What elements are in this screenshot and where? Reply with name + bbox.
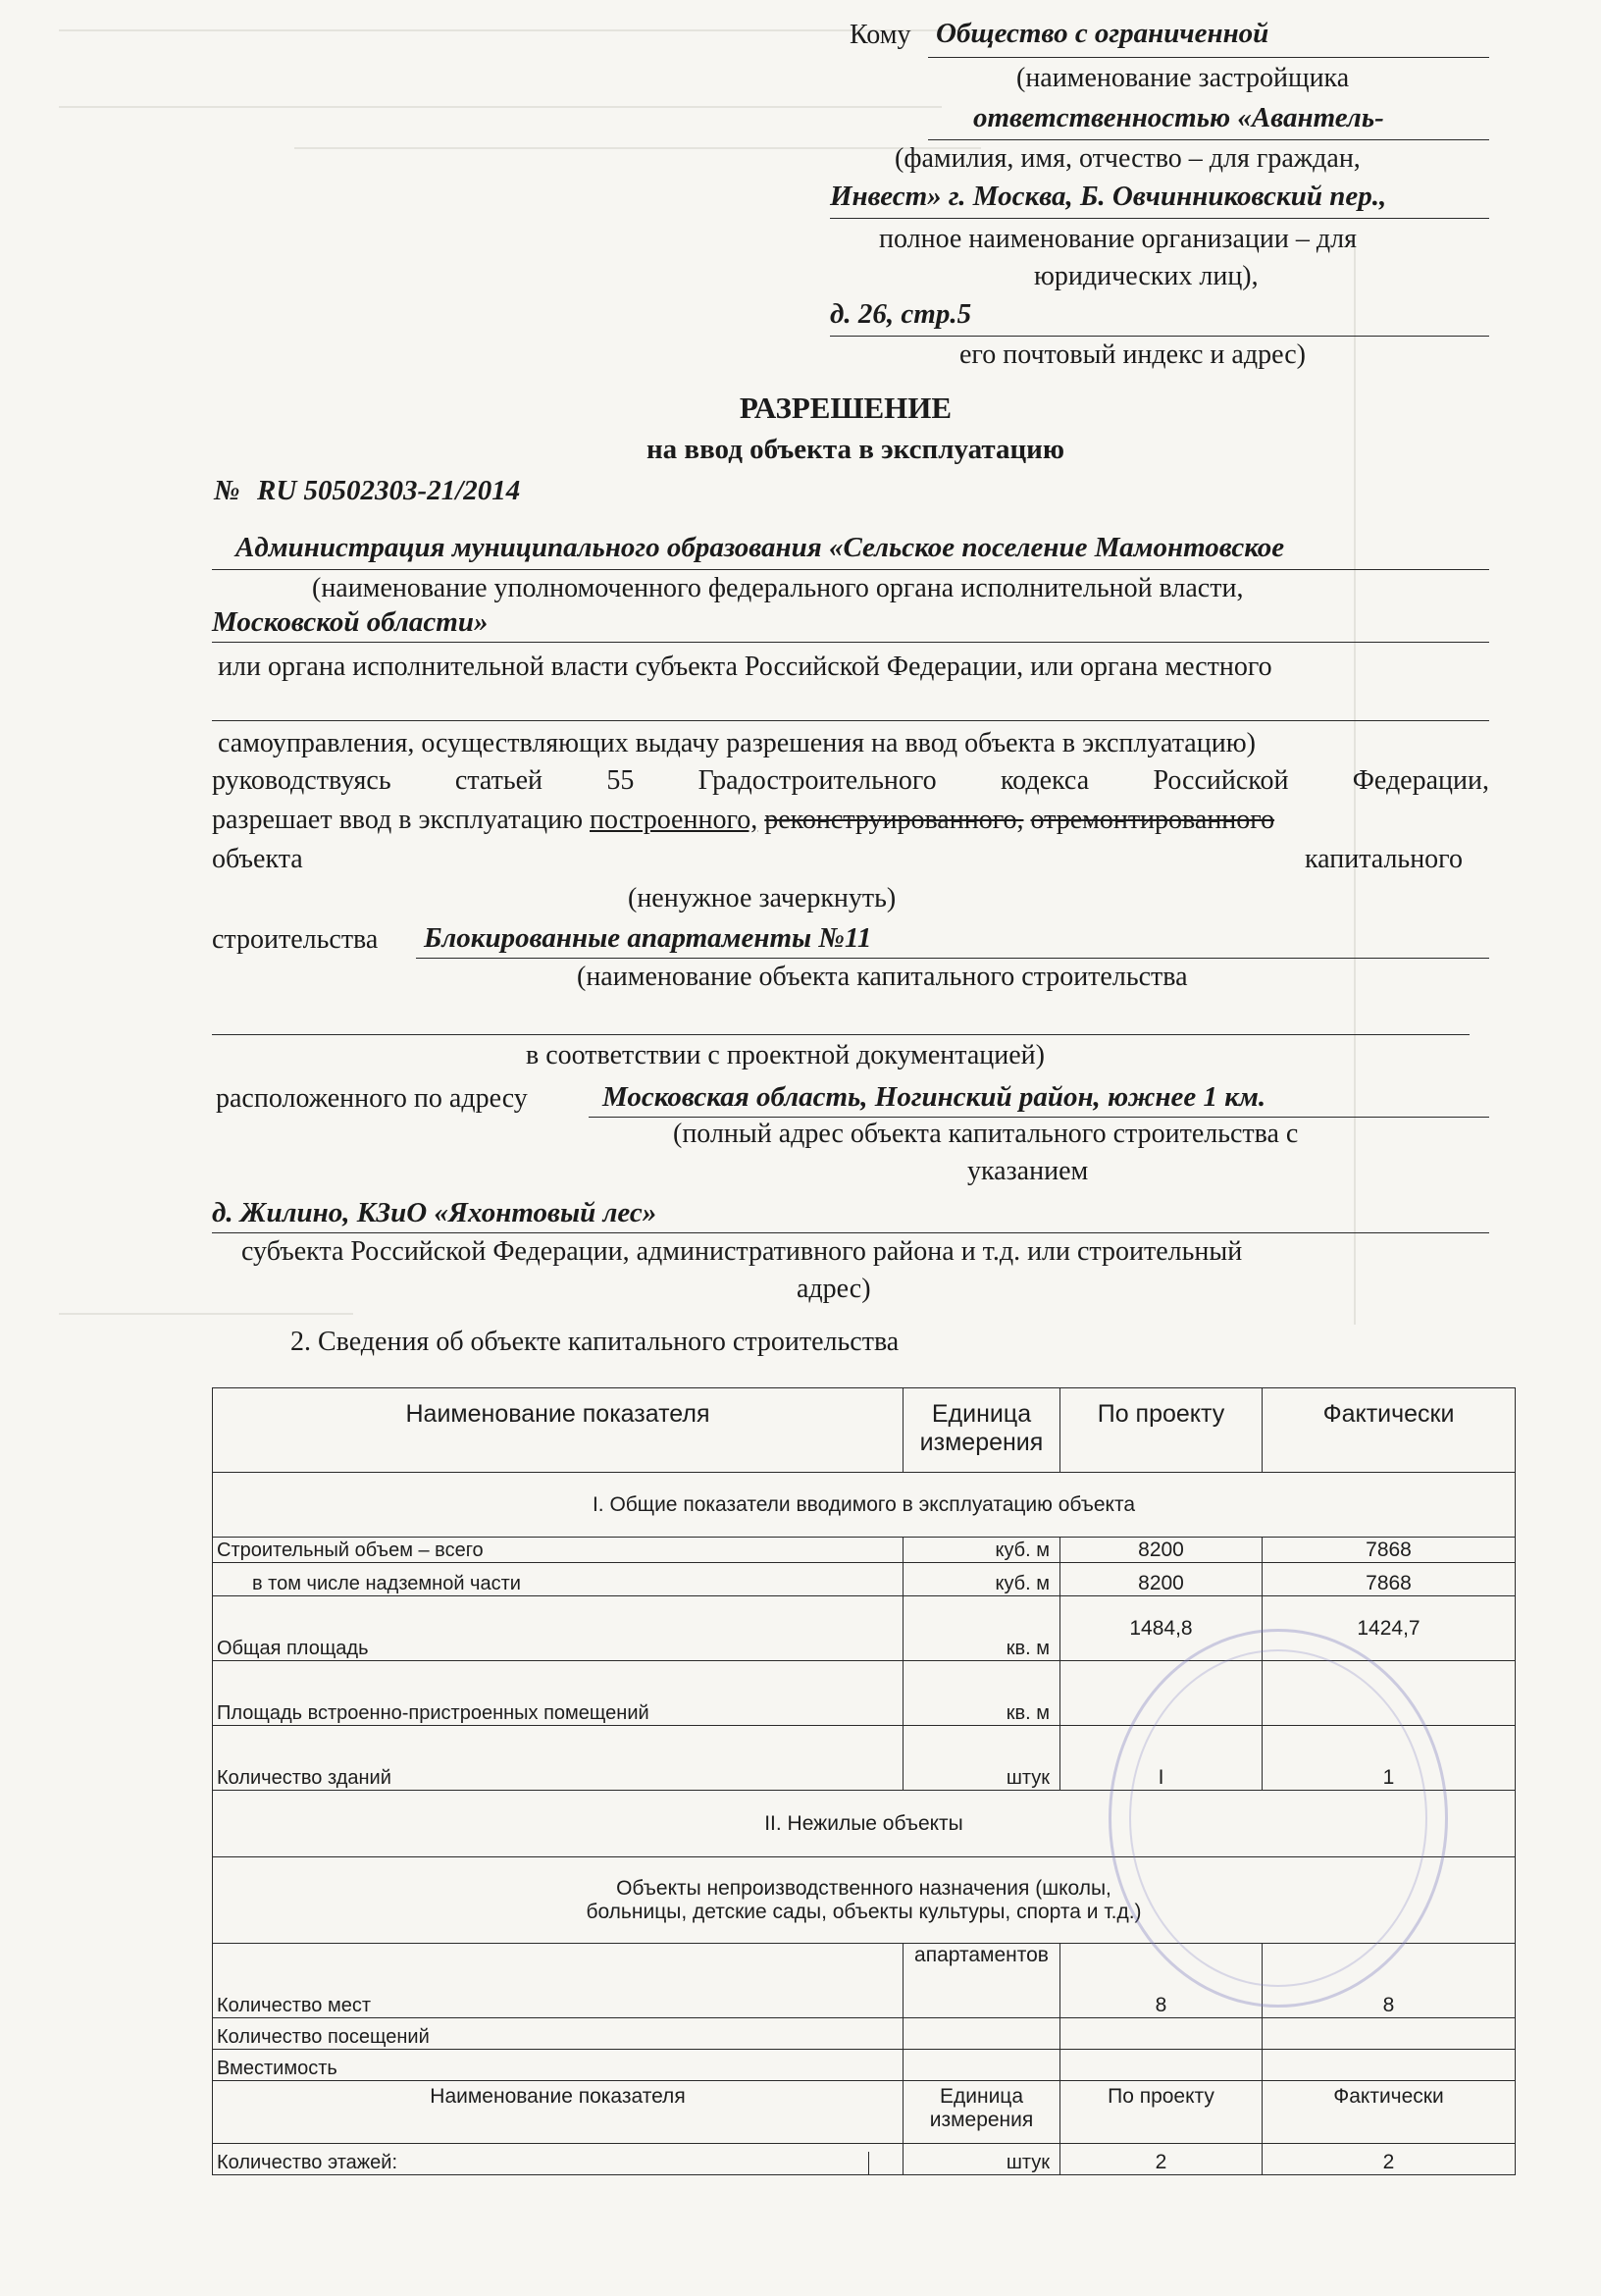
table-row xyxy=(213,2144,1516,2175)
address-hint-1: (полный адрес объекта капитального строительства с xyxy=(673,1119,1299,1149)
developer-hint-4: его почтовый индекс и адрес) xyxy=(959,339,1306,370)
section-1-title: I. Общие показатели вводимого в эксплуатацию объекта xyxy=(213,1473,1516,1538)
address-line-2: д. Жилино, КЗиО «Яхонтовый лес» xyxy=(212,1197,657,1228)
address-hint-4: адрес) xyxy=(797,1274,871,1304)
table-section-row xyxy=(213,1473,1516,1538)
repeat-header-unit: Единица измерения xyxy=(904,2081,1060,2144)
document-subtitle: на ввод объекта в эксплуатацию xyxy=(646,434,1065,465)
row-actual: 2 xyxy=(1263,2144,1516,2175)
section-2-subtitle: Объекты непроизводственного назначения (школы, больницы, детские сады, объекты культуры, спорта и т.д.) xyxy=(213,1857,1516,1944)
option-built: построенного, xyxy=(590,805,758,835)
body-p3-right: капитального xyxy=(1305,844,1463,874)
table-repeat-header-row xyxy=(213,2081,1516,2144)
to-label: Кому xyxy=(850,20,911,50)
table-row xyxy=(213,1563,1516,1596)
row-name: Площадь встроенно-пристроенных помещений xyxy=(213,1661,904,1726)
floors-label: Количество этажей: xyxy=(217,2152,398,2173)
bleed-line xyxy=(59,1313,353,1315)
row-project: 2 xyxy=(1060,2144,1263,2175)
authority-hint-2: или органа исполнительной власти субъекта Российской Федерации, или органа местного xyxy=(218,652,1272,682)
row-name: Количество мест xyxy=(213,1944,904,2018)
row-unit: кв. м xyxy=(904,1661,1060,1726)
body-p3-left: объекта xyxy=(212,844,303,874)
row-actual xyxy=(1263,2050,1516,2081)
header-unit: Единица измерения xyxy=(904,1388,1060,1473)
body-p2-start: разрешает ввод в эксплуатацию xyxy=(212,805,584,835)
row-unit: куб. м xyxy=(904,1538,1060,1563)
section-2-heading: 2. Сведения об объекте капитального строительства xyxy=(290,1327,900,1357)
row-name: Общая площадь xyxy=(213,1596,904,1661)
row-project: I xyxy=(1060,1726,1263,1791)
row-name: Количество зданий xyxy=(213,1726,904,1791)
permit-number-label: № xyxy=(214,475,240,506)
developer-name-line-4: д. 26, стр.5 xyxy=(830,298,972,330)
bleed-line xyxy=(294,147,981,149)
construction-label: строительства xyxy=(212,924,379,955)
repeat-header-actual: Фактически xyxy=(1263,2081,1516,2144)
underline xyxy=(212,720,1489,721)
row-unit: апартаментов xyxy=(904,1944,1060,2018)
address-hint-3: субъекта Российской Федерации, административного района и т.д. или строительный xyxy=(241,1236,1243,1267)
table-row xyxy=(213,2050,1516,2081)
underline xyxy=(928,139,1489,140)
developer-name-line-2: ответственностью «Авантель- xyxy=(973,102,1384,133)
underline xyxy=(212,642,1489,643)
row-name: Количество посещений xyxy=(213,2018,904,2050)
row-unit: куб. м xyxy=(904,1563,1060,1596)
developer-hint-1: (наименование застройщика xyxy=(1016,63,1350,93)
address-hint-2: указанием xyxy=(967,1156,1089,1186)
header-name: Наименование показателя xyxy=(213,1388,904,1473)
table-row xyxy=(213,2018,1516,2050)
document-title: РАЗРЕШЕНИЕ xyxy=(739,391,953,425)
row-actual: 7868 xyxy=(1263,1563,1516,1596)
row-project: 8200 xyxy=(1060,1563,1263,1596)
option-reconstructed: реконструированного, xyxy=(764,805,1024,835)
row-unit xyxy=(904,2050,1060,2081)
row-unit xyxy=(904,2018,1060,2050)
strike-hint: (ненужное зачеркнуть) xyxy=(628,883,897,913)
row-unit: штук xyxy=(904,2144,1060,2175)
row-actual: 1424,7 xyxy=(1263,1596,1516,1661)
row-project xyxy=(1060,2050,1263,2081)
authority-hint-1: (наименование уполномоченного федерального органа исполнительной власти, xyxy=(312,573,1244,603)
repeat-header-project: По проекту xyxy=(1060,2081,1263,2144)
underline xyxy=(589,1117,1489,1118)
authority-line-1: Администрация муниципального образования «Сельское поселение Мамонтовское xyxy=(235,532,1285,563)
header-project: По проекту xyxy=(1060,1388,1263,1473)
developer-hint-3a: полное наименование организации – для xyxy=(879,224,1357,254)
header-actual: Фактически xyxy=(1263,1388,1516,1473)
row-name xyxy=(213,2144,904,2175)
underline xyxy=(416,958,1489,959)
object-hint-2: в соответствии с проектной документацией) xyxy=(526,1040,1045,1070)
row-project: 1484,8 xyxy=(1060,1596,1263,1661)
object-name: Блокированные апартаменты №11 xyxy=(424,922,872,954)
authority-hint-3: самоуправления, осуществляющих выдачу разрешения на ввод объекта в эксплуатацию) xyxy=(218,728,1256,758)
cell-divider xyxy=(868,2152,869,2174)
address-line-1: Московская область, Ногинский район, южнее 1 км. xyxy=(602,1081,1266,1113)
row-actual: 8 xyxy=(1263,1944,1516,2018)
developer-hint-2: (фамилия, имя, отчество – для граждан, xyxy=(895,143,1361,174)
section-2-title: II. Нежилые объекты xyxy=(213,1791,1516,1857)
row-actual xyxy=(1263,2018,1516,2050)
row-actual: 1 xyxy=(1263,1726,1516,1791)
repeat-header-name: Наименование показателя xyxy=(213,2081,904,2144)
row-project: 8200 xyxy=(1060,1538,1263,1563)
table-header-row xyxy=(213,1388,1516,1473)
developer-hint-3b: юридических лиц), xyxy=(1034,261,1259,291)
option-repaired: отремонтированного xyxy=(1030,805,1275,835)
row-project xyxy=(1060,2018,1263,2050)
row-name: в том числе надземной части xyxy=(213,1563,904,1596)
body-paragraph-1: руководствуясь статьей 55 Градостроительного кодекса Российской Федерации, xyxy=(212,765,1489,796)
developer-name-line-1: Общество с ограниченной xyxy=(936,18,1269,49)
underline xyxy=(928,57,1489,58)
permit-number: RU 50502303-21/2014 xyxy=(257,475,521,506)
body-paragraph-2 xyxy=(212,805,1274,836)
object-hint-1: (наименование объекта капитального строительства xyxy=(577,962,1188,992)
underline xyxy=(212,569,1489,570)
row-name: Строительный объем – всего xyxy=(213,1538,904,1563)
authority-line-2: Московской области» xyxy=(212,606,489,638)
address-label: расположенного по адресу xyxy=(216,1083,528,1114)
row-unit: штук xyxy=(904,1726,1060,1791)
row-project: 8 xyxy=(1060,1944,1263,2018)
row-unit: кв. м xyxy=(904,1596,1060,1661)
underline xyxy=(212,1034,1470,1035)
underline xyxy=(212,1232,1489,1233)
table-row xyxy=(213,1538,1516,1563)
underline xyxy=(830,218,1489,219)
developer-name-line-3: Инвест» г. Москва, Б. Овчинниковский пер., xyxy=(830,181,1387,212)
underline xyxy=(830,336,1489,337)
row-actual: 7868 xyxy=(1263,1538,1516,1563)
official-seal-icon xyxy=(1109,1629,1448,2008)
bleed-line xyxy=(59,106,942,108)
row-name: Вместимость xyxy=(213,2050,904,2081)
